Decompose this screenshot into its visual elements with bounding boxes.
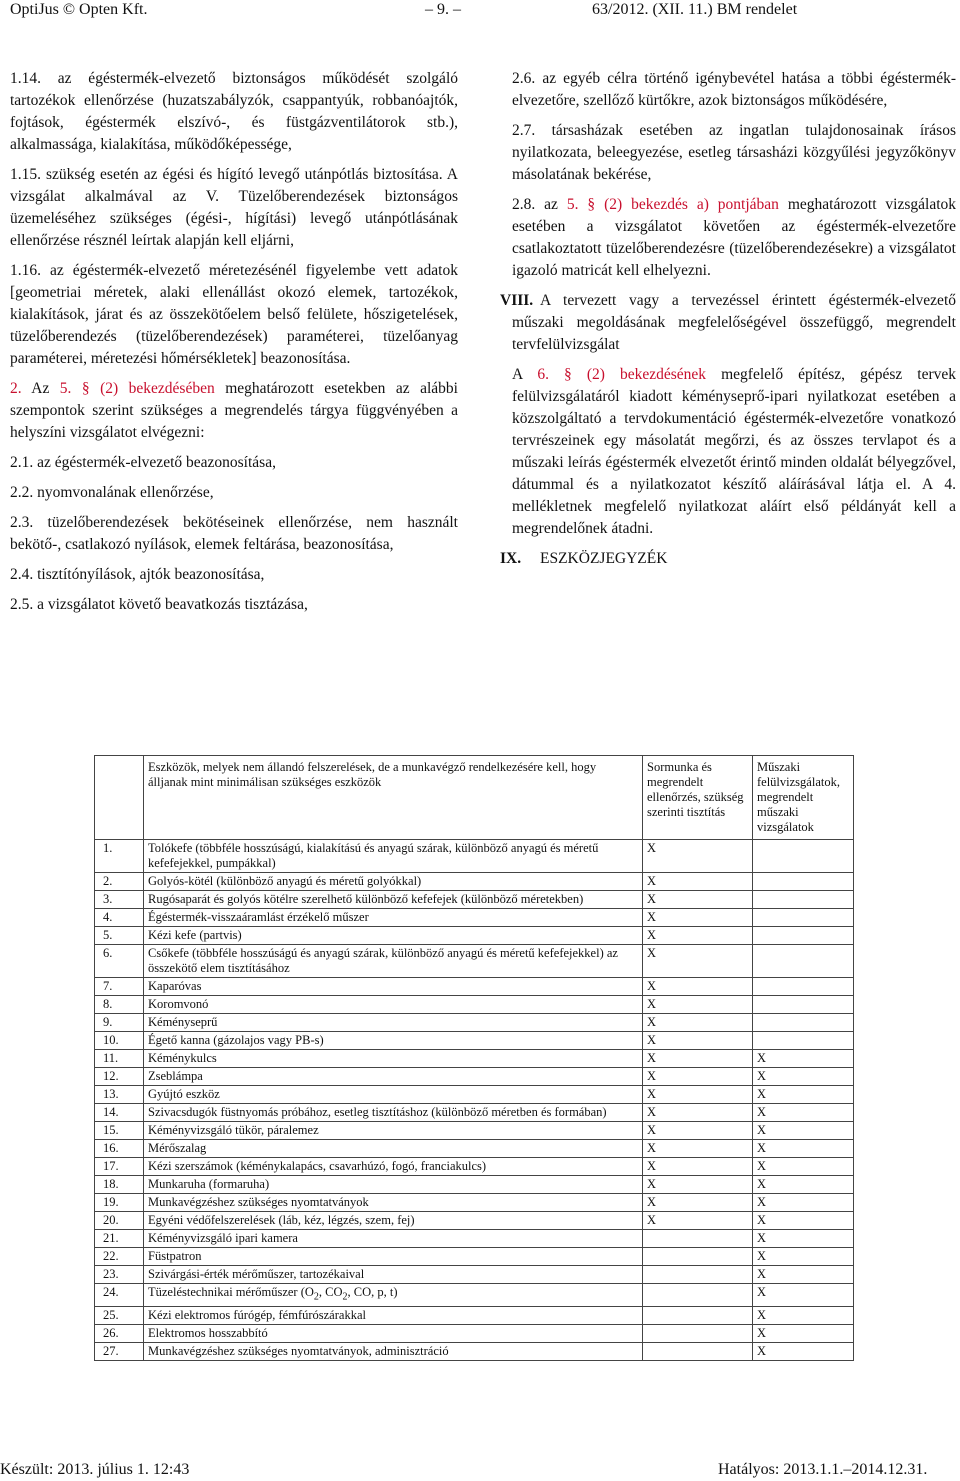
row-routine-mark: X [643, 1158, 753, 1176]
row-routine-mark: X [643, 1050, 753, 1068]
row-number: 9. [95, 1014, 144, 1032]
row-tool-name: Munkavégzéshez szükséges nyomtatványok, adminisztráció [144, 1342, 643, 1360]
row-routine-mark: X [643, 996, 753, 1014]
row-technical-mark: X [753, 1212, 854, 1230]
row-routine-mark: X [643, 909, 753, 927]
section-viii-body [512, 364, 956, 540]
table-row [95, 1194, 854, 1212]
row-number: 17. [95, 1158, 144, 1176]
table-row [95, 1014, 854, 1032]
row-routine-mark [643, 1230, 753, 1248]
header-cell-technical: Műszaki felülvizsgálatok, megrendelt műszaki vizsgálatok [753, 756, 854, 840]
row-tool-name: Kézi kefe (partvis) [144, 927, 643, 945]
header-publisher: OptiJus © Opten Kft. [10, 1, 148, 18]
row-number: 24. [95, 1284, 144, 1307]
table-row [95, 1284, 854, 1307]
row-number: 18. [95, 1176, 144, 1194]
header-regulation: 63/2012. (XII. 11.) BM rendelet [592, 1, 798, 18]
row-technical-mark [753, 1014, 854, 1032]
row-tool-name: Zseblámpa [144, 1068, 643, 1086]
row-routine-mark: X [643, 1014, 753, 1032]
row-tool-name: Rugósaparát és golyós kötélre szerelhető különböző kefefejek (különböző méretekben) [144, 891, 643, 909]
row-routine-mark: X [643, 1068, 753, 1086]
paragraph-2 [10, 378, 458, 444]
paragraph-2-8 [512, 194, 956, 282]
footer-created: Készült: 2013. július 1. 12:43 [0, 1461, 190, 1478]
section-ix-heading [500, 548, 956, 570]
row-technical-mark [753, 909, 854, 927]
row-number: 21. [95, 1230, 144, 1248]
row-number: 2. [95, 873, 144, 891]
row-routine-mark: X [643, 1104, 753, 1122]
row-technical-mark [753, 978, 854, 996]
row-number: 13. [95, 1086, 144, 1104]
row-tool-name: Szivárgási-érték mérőműszer, tartozékaival [144, 1266, 643, 1284]
row-number: 25. [95, 1306, 144, 1324]
row-tool-name: Tolókefe (többféle hosszúságú, kialakítású és anyagú szárak, különböző anyagú és méretű kefefejekkel, pumpákkal) [144, 840, 643, 873]
paragraph-2-number: 2. [10, 380, 22, 397]
row-technical-mark: X [753, 1342, 854, 1360]
row-tool-name: Kézi elektromos fúrógép, fémfúrószárakkal [144, 1306, 643, 1324]
paragraph-2-4: 2.4. tisztítónyílások, ajtók beazonosítása, [10, 566, 265, 583]
row-tool-name: Kéményvizsgáló tükör, páralemez [144, 1122, 643, 1140]
table-row [95, 1248, 854, 1266]
table-row [95, 1050, 854, 1068]
table-row [95, 1068, 854, 1086]
row-technical-mark: X [753, 1284, 854, 1307]
row-tool-name: Koromvonó [144, 996, 643, 1014]
row-number: 7. [95, 978, 144, 996]
row-technical-mark: X [753, 1230, 854, 1248]
paragraph-1-16: 1.16. az égéstermék-elvezető méretezésénél figyelembe vett adatok [geometriai méretek, alaki ellenállást okozó elemek, tartozékok, kialakítások, járat és az összekötőelem belső felülete, hőszigetelések, tüzelőberendezés (tüzelőberendezések) paraméterei, tüzelőanyag paraméterei, méretezési hőmérsékletek] beazonosítása. [10, 262, 458, 367]
table-row [95, 978, 854, 996]
row-technical-mark: X [753, 1194, 854, 1212]
row-tool-name: Kaparóvas [144, 978, 643, 996]
section-viii-title: A tervezett vagy a tervezéssel érintett égéstermék-elvezető műszaki megoldásának megfelelőségével összefüggő, megrendelt tervfelülvizsgálat [512, 292, 956, 353]
row-tool-name: Munkavégzéshez szükséges nyomtatványok [144, 1194, 643, 1212]
link-5-2-a-pont[interactable]: 5. § (2) bekezdés a) pontjában [566, 196, 779, 213]
row-number: 1. [95, 840, 144, 873]
row-technical-mark [753, 840, 854, 873]
row-technical-mark: X [753, 1248, 854, 1266]
row-technical-mark [753, 945, 854, 978]
tool-name-part: , CO, p, t) [347, 1285, 398, 1299]
row-tool-name: Égető kanna (gázolajos vagy PB-s) [144, 1032, 643, 1050]
row-routine-mark: X [643, 1122, 753, 1140]
table-row [95, 873, 854, 891]
row-number: 26. [95, 1324, 144, 1342]
row-number: 6. [95, 945, 144, 978]
row-number: 3. [95, 891, 144, 909]
table-row [95, 927, 854, 945]
footer-validity: Hatályos: 2013.1.1.–2014.12.31. [718, 1461, 928, 1478]
row-routine-mark: X [643, 1176, 753, 1194]
table-row [95, 1086, 854, 1104]
row-technical-mark: X [753, 1176, 854, 1194]
right-column [500, 68, 957, 578]
page-header [10, 0, 950, 22]
row-number: 8. [95, 996, 144, 1014]
row-routine-mark: X [643, 891, 753, 909]
section-viii-number: VIII. [500, 292, 534, 309]
row-number: 4. [95, 909, 144, 927]
header-cell-tools: Eszközök, melyek nem állandó felszerelések, de a munkavégző rendelkezésére kell, hogy álljanak mint minimálisan szükséges eszközök [144, 756, 643, 840]
row-technical-mark: X [753, 1086, 854, 1104]
paragraph-2-7: 2.7. társasházak esetében az ingatlan tulajdonosainak írásos nyilatkozata, beleegyezése, esetleg társasházi közgyűlési jegyzőkönyv másolatának bekérése, [512, 122, 956, 183]
row-number: 23. [95, 1266, 144, 1284]
row-routine-mark: X [643, 1032, 753, 1050]
table-row [95, 945, 854, 978]
row-tool-name: Füstpatron [144, 1248, 643, 1266]
row-routine-mark [643, 1266, 753, 1284]
row-tool-name: Kézi szerszámok (kéménykalapács, csavarhúzó, fogó, franciakulcs) [144, 1158, 643, 1176]
row-technical-mark: X [753, 1050, 854, 1068]
row-routine-mark [643, 1306, 753, 1324]
row-tool-name: Szivacsdugók füstnyomás próbához, esetleg tisztításhoz (különböző méretben és formában) [144, 1104, 643, 1122]
row-tool-name: Kéményseprű [144, 1014, 643, 1032]
row-tool-name: Golyós-kötél (különböző anyagú és méretű golyókkal) [144, 873, 643, 891]
row-tool-name: Kéménykulcs [144, 1050, 643, 1068]
row-routine-mark: X [643, 978, 753, 996]
row-number: 19. [95, 1194, 144, 1212]
paragraph-2-8-number: 2.8. az [512, 196, 558, 213]
row-tool-name: Csőkefe (többféle hosszúságú és anyagú szárak, különböző anyagú és méretű kefefejekkel) az összekötő elem tisztításához [144, 945, 643, 978]
table-row [95, 891, 854, 909]
paragraph-1-14: 1.14. az égéstermék-elvezető biztonságos működését szolgáló tartozékok ellenőrzése (huzatszabályzók, csappantyúk, robbanóajtók, fojtások, égéstermék elszívó-, és füstgázventilátorok stb.), alkalmassága, kialakítása, működőképessége, [10, 70, 458, 153]
row-tool-name: Kéményvizsgáló ipari kamera [144, 1230, 643, 1248]
row-technical-mark: X [753, 1104, 854, 1122]
tool-name-part: Tüzeléstechnikai mérőműszer (O [148, 1285, 314, 1299]
row-technical-mark [753, 1032, 854, 1050]
row-number: 10. [95, 1032, 144, 1050]
table-row [95, 1212, 854, 1230]
paragraph-1-15: 1.15. szükség esetén az égési és hígító levegő utánpótlás biztosítása. A vizsgálat alkalmával az V. Tüzelőberendezések biztonságos üzemeléséhez szükséges (égési-, hígítási) levegő utánpótlásának ellenőrzése résznél leírtak alapján kell eljárni, [10, 166, 458, 249]
table-row [95, 1266, 854, 1284]
table-row [95, 996, 854, 1014]
table-header-row [95, 756, 854, 840]
row-tool-name: Elektromos hosszabbító [144, 1324, 643, 1342]
row-routine-mark [643, 1342, 753, 1360]
section-ix-title: ESZKÖZJEGYZÉK [540, 550, 668, 567]
row-routine-mark: X [643, 1212, 753, 1230]
row-number: 27. [95, 1342, 144, 1360]
table-row [95, 1306, 854, 1324]
table-row [95, 909, 854, 927]
row-routine-mark [643, 1284, 753, 1307]
row-routine-mark: X [643, 1086, 753, 1104]
table-row [95, 1230, 854, 1248]
row-routine-mark [643, 1324, 753, 1342]
paragraph-2-az: Az [31, 380, 50, 397]
row-number: 5. [95, 927, 144, 945]
paragraph-2-5: 2.5. a vizsgálatot követő beavatkozás tisztázása, [10, 596, 308, 613]
paragraph-2-2: 2.2. nyomvonalának ellenőrzése, [10, 484, 214, 501]
table-row [95, 1158, 854, 1176]
row-routine-mark: X [643, 945, 753, 978]
section-ix-number: IX. [500, 550, 522, 567]
tool-name-part: 2 [313, 1291, 319, 1303]
paragraph-2-8-text: meghatározott vizsgálatok esetében a vizsgálatot követően az égéstermék-elvezetőre csatlakoztatott tüzelőberendezésre (tüzelőberendezésekre) a vizsgálatot igazoló matricát kell elhelyezni. [512, 196, 957, 279]
equipment-table [94, 755, 854, 1361]
row-technical-mark: X [753, 1324, 854, 1342]
tool-name-part: 2 [342, 1291, 348, 1303]
left-column [10, 68, 458, 624]
table-row [95, 1104, 854, 1122]
table-row [95, 1324, 854, 1342]
row-technical-mark: X [753, 1068, 854, 1086]
row-technical-mark: X [753, 1158, 854, 1176]
row-routine-mark: X [643, 1194, 753, 1212]
row-technical-mark: X [753, 1140, 854, 1158]
paragraph-2-text: meghatározott esetekben az alábbi szempontok szerint szükséges a megrendelés tárgya függvényében a helyszíni vizsgálatot elvégezni: [10, 380, 458, 441]
table-body [95, 840, 854, 1361]
section-viii-lead: A [512, 366, 523, 383]
tool-name-part: , CO [318, 1285, 343, 1299]
section-viii-text: megfelelő építész, gépész tervek felülvizsgálatáról kiadott kéményseprő-ipari nyilatkozat esetében a közszolgáltató a tervdokumentáció égéstermék-elvezetőre vonatkozó tervrészeinek egy másolatát megőrzi, és az összes tervlapot és a műszaki leírás égéstermék elvezetőt érintő minden oldalát bélyegzővel, dátummal és a nyilatkozatot készítő aláírásával látja el. A 4. mellékletnek megfelelő nyilatkozat aláírt első példányát kell a megrendelőnek átadni. [512, 366, 957, 537]
link-6-2-bekezdes[interactable]: 6. § (2) bekezdésének [537, 366, 707, 383]
table-row [95, 1122, 854, 1140]
row-number: 16. [95, 1140, 144, 1158]
row-routine-mark [643, 1248, 753, 1266]
table-row [95, 1342, 854, 1360]
row-technical-mark: X [753, 1122, 854, 1140]
row-tool-name: Égéstermék-visszaáramlást érzékelő műszer [144, 909, 643, 927]
row-technical-mark [753, 996, 854, 1014]
row-technical-mark [753, 873, 854, 891]
row-number: 11. [95, 1050, 144, 1068]
header-cell-number [95, 756, 144, 840]
header-page-number: – 9. – [425, 1, 461, 18]
row-tool-name: Egyéni védőfelszerelések (láb, kéz, légzés, szem, fej) [144, 1212, 643, 1230]
row-tool-name: Munkaruha (formaruha) [144, 1176, 643, 1194]
section-viii-heading [500, 290, 956, 356]
row-technical-mark [753, 891, 854, 909]
row-technical-mark [753, 927, 854, 945]
paragraph-2-6: 2.6. az egyéb célra történő igénybevétel hatása a többi égéstermék-elvezetőre, szellőző kürtőkre, azok biztonságos működésére, [512, 70, 956, 109]
row-number: 12. [95, 1068, 144, 1086]
paragraph-2-3: 2.3. tüzelőberendezések bekötéseinek ellenőrzése, nem használt bekötő-, csatlakozó nyílások, elemek feltárása, beazonosítása, [10, 514, 458, 553]
row-routine-mark: X [643, 873, 753, 891]
paragraph-2-1: 2.1. az égéstermék-elvezető beazonosítása, [10, 454, 276, 471]
row-tool-name [144, 1284, 643, 1307]
link-5-2-bekezdes[interactable]: 5. § (2) bekezdésében [59, 380, 215, 397]
table-row [95, 840, 854, 873]
header-cell-routine: Sormunka és megrendelt ellenőrzés, szükség szerinti tisztítás [643, 756, 753, 840]
row-technical-mark: X [753, 1306, 854, 1324]
row-number: 20. [95, 1212, 144, 1230]
table-row [95, 1032, 854, 1050]
row-tool-name: Gyújtó eszköz [144, 1086, 643, 1104]
row-routine-mark: X [643, 927, 753, 945]
row-routine-mark: X [643, 840, 753, 873]
table-row [95, 1140, 854, 1158]
row-number: 15. [95, 1122, 144, 1140]
row-routine-mark: X [643, 1140, 753, 1158]
row-tool-name: Mérőszalag [144, 1140, 643, 1158]
row-number: 14. [95, 1104, 144, 1122]
row-technical-mark: X [753, 1266, 854, 1284]
table-row [95, 1176, 854, 1194]
row-number: 22. [95, 1248, 144, 1266]
